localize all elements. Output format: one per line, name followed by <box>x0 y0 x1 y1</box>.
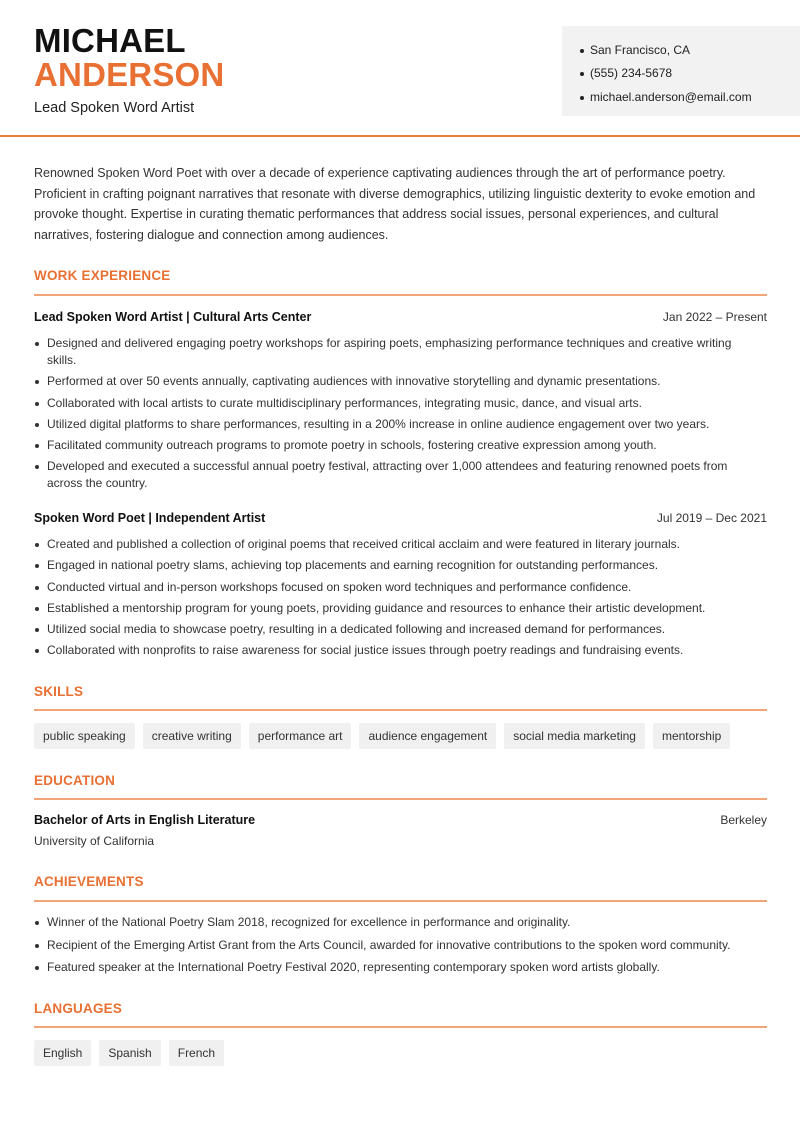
contact-location: San Francisco, CA <box>580 39 800 62</box>
section-divider <box>34 900 767 902</box>
job-bullets <box>34 335 756 497</box>
list-item: Created and published a collection of original poems that received critical acclaim and were featured in literary journals. <box>34 536 756 553</box>
contact-phone: (555) 234-5678 <box>580 62 800 85</box>
achievements-list <box>34 914 756 980</box>
job-header <box>34 310 767 324</box>
skill-tag: performance art <box>249 723 352 749</box>
section-title-achievements: ACHIEVEMENTS <box>34 874 144 889</box>
list-item: Conducted virtual and in-person workshops focused on spoken word techniques and performance confidence. <box>34 579 756 596</box>
list-item: Designed and delivered engaging poetry workshops for aspiring poets, emphasizing performance techniques and creative writing skills. <box>34 335 756 369</box>
list-item: Developed and executed a successful annual poetry festival, attracting over 1,000 attendees and featuring renowned poets from across the country. <box>34 458 756 492</box>
list-item: Utilized digital platforms to share performances, resulting in a 200% increase in online audience engagement over two years. <box>34 416 756 433</box>
job-role: Lead Spoken Word Artist | Cultural Arts Center <box>34 310 312 324</box>
list-item: Engaged in national poetry slams, achieving top placements and earning recognition for outstanding performances. <box>34 557 756 574</box>
last-name: ANDERSON <box>34 56 225 93</box>
list-item: Facilitated community outreach programs to promote poetry in schools, fostering creative expression among youth. <box>34 437 756 454</box>
list-item: Established a mentorship program for young poets, providing guidance and resources to enhance their artistic development. <box>34 600 756 617</box>
section-title-work: WORK EXPERIENCE <box>34 268 171 283</box>
contact-email: michael.anderson@email.com <box>580 86 800 109</box>
skills-tags <box>34 723 730 749</box>
list-item: Utilized social media to showcase poetry, resulting in a dedicated following and increased demand for performances. <box>34 621 756 638</box>
job-title: Lead Spoken Word Artist <box>34 100 195 116</box>
job-role: Spoken Word Poet | Independent Artist <box>34 511 266 525</box>
section-title-languages: LANGUAGES <box>34 1001 123 1016</box>
education-degree: Bachelor of Arts in English Literature <box>34 813 256 827</box>
job-dates: Jan 2022 – Present <box>662 310 767 324</box>
language-tag: English <box>34 1040 91 1066</box>
first-name: MICHAEL <box>34 22 186 59</box>
education-school: University of California <box>34 834 155 848</box>
list-item: Featured speaker at the International Poetry Festival 2020, representing contemporary spoken word artists globally. <box>34 959 756 976</box>
job-dates: Jul 2019 – Dec 2021 <box>656 511 767 525</box>
list-item: Winner of the National Poetry Slam 2018, recognized for excellence in performance and originality. <box>34 914 756 931</box>
education-location: Berkeley <box>720 813 767 827</box>
section-divider <box>34 1026 767 1028</box>
section-title-skills: SKILLS <box>34 684 84 699</box>
section-divider <box>34 709 767 711</box>
skill-tag: public speaking <box>34 723 135 749</box>
contact-list <box>580 39 800 109</box>
contact-box <box>562 26 800 116</box>
list-item: Collaborated with local artists to curate multidisciplinary performances, integrating music, dance, and visual arts. <box>34 395 756 412</box>
section-divider <box>34 798 767 800</box>
section-title-education: EDUCATION <box>34 773 116 788</box>
list-item: Recipient of the Emerging Artist Grant from the Arts Council, awarded for innovative contributions to the spoken word community. <box>34 937 756 954</box>
section-divider <box>34 294 767 296</box>
skill-tag: creative writing <box>143 723 241 749</box>
skill-tag: audience engagement <box>359 723 496 749</box>
job-bullets <box>34 536 756 664</box>
summary: Renowned Spoken Word Poet with over a decade of experience captivating audiences through the art of performance poetry. Proficient in crafting poignant narratives that resonate with diverse demographics, utilizing linguistic dexterity to evoke emotion and provoke thought. Expertise in curating thematic performances that address social issues, personal experiences, and cultural narratives, fostering dialogue and connection among audiences. <box>34 166 756 242</box>
resume-header <box>0 0 800 137</box>
skill-tag: social media marketing <box>504 723 645 749</box>
list-item: Collaborated with nonprofits to raise awareness for social justice issues through poetry readings and fundraising events. <box>34 642 756 659</box>
list-item: Performed at over 50 events annually, captivating audiences with innovative storytelling and dynamic presentations. <box>34 373 756 390</box>
education-header <box>34 813 767 827</box>
language-tag: French <box>169 1040 224 1066</box>
skill-tag: mentorship <box>653 723 730 749</box>
language-tags <box>34 1040 224 1066</box>
job-header <box>34 511 767 525</box>
language-tag: Spanish <box>99 1040 160 1066</box>
